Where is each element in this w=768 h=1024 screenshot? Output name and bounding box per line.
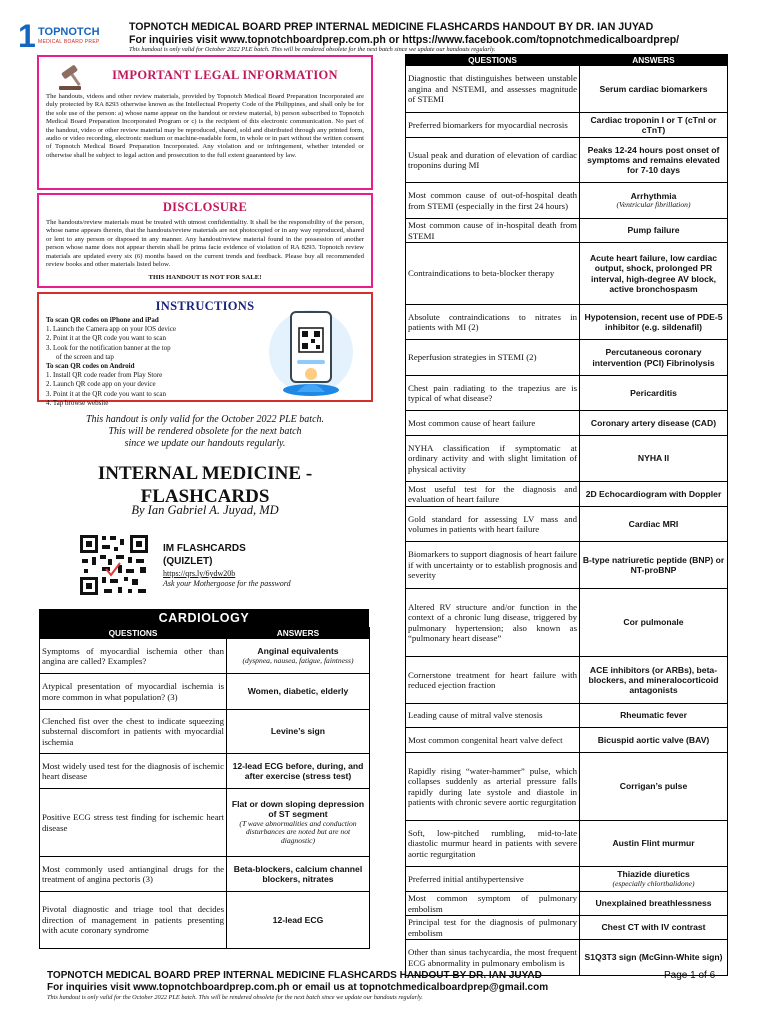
answer-text: Rheumatic fever [620,710,687,721]
qr-code-icon [78,533,150,597]
validity-line: since we update our handouts regularly. [124,438,286,449]
table-row [406,657,728,704]
answer-cell [580,183,728,219]
answer-cell [227,892,370,949]
answer-text: Arrhythmia [630,190,677,201]
ios-step: 2. Point it at the QR code you want to scan [46,334,166,343]
answer-cell [580,340,728,376]
answer-text: NYHA II [637,453,670,464]
question-cell: Most useful test for the diagnosis and evaluation of heart failure [406,482,580,507]
validity-line: This handout is only valid for the October 2022 PLE batch. [85,414,325,425]
android-step: 4. Tap browse website [46,398,109,407]
answer-cell [227,674,370,710]
answer-note: (especially chlorthalidone) [612,878,695,888]
header-inquiries: For inquiries visit www.topnotchboardprep.com.ph or https://www.facebook.com/topnotchmedicalboardprep/ [129,34,680,46]
question-cell: Chest pain radiating to the trapezius are is typical of what disease? [406,376,580,411]
answer-text: ACE inhibitors (or ARBs), beta-blockers, and mineralocorticoid antagonists [588,664,719,696]
instructions-list [46,316,256,408]
answer-text: Levine’s sign [270,726,326,737]
answer-text: S1Q3T3 sign (McGinn-White sign) [584,952,723,963]
disclosure-box [37,193,373,288]
answer-cell [580,411,728,436]
gavel-icon [55,64,89,92]
instructions-box [37,292,373,407]
question-cell: Most common congenital heart valve defect [406,728,580,753]
topnotch-logo [18,20,118,54]
table-row [406,728,728,753]
answer-note: (T wave abnormalities and conduction disturbances are noted but are not diagnostic) [239,818,357,846]
answer-cell [580,867,728,892]
logo-number: 1 [18,18,36,54]
answer-cell [580,138,728,183]
legal-information-box [37,55,373,190]
validity-notice [37,414,373,450]
quizlet-link[interactable]: https://qrs.ly/6ydw20b [163,569,236,578]
answer-cell [580,728,728,753]
question-cell: Rapidly rising “water-hammer” pulse, which collapses suddenly as arterial pressure falls rapidly during late systole and diastole in patients with chronic severe aortic regurgitation [406,753,580,821]
answer-text: Unexplained breathlessness [595,898,712,909]
table-header-row [40,628,370,639]
answer-cell [227,754,370,789]
flashcards-table-right [405,54,728,976]
table-row [40,710,370,754]
question-cell: Biomarkers to support diagnosis of heart failure if with uncertainty or to establish prognosis and severity [406,542,580,589]
question-cell: Symptoms of myocardial ischemia other than angina are called? Examples? [40,639,227,674]
question-cell: Reperfusion strategies in STEMI (2) [406,340,580,376]
question-cell: Positive ECG stress test finding for ischemic heart disease [40,789,227,857]
table-row [40,789,370,857]
header-validity: This handout is only valid for October 2022 PLE batch. This will be rendered obsolete for the next batch since we update our handouts regularly. [129,46,496,53]
question-cell: Pivotal diagnostic and triage tool that decides direction of management in patients presenting with acute coronary syndrome [40,892,227,949]
question-cell: Most common cause of in-hospital death from STEMI [406,219,580,243]
answer-text: Acute heart failure, low cardiac output, shock, prolonged PR interval, high-degree AV block, active bronchospasm [589,252,718,294]
answer-cell [580,113,728,138]
logo-subtext: MEDICAL BOARD PREP [38,39,100,45]
ios-step: of the screen and tap [56,352,114,361]
answer-cell [227,710,370,754]
table-row [406,892,728,916]
disclosure-body: The handouts/review materials must be treated with utmost confidentiality. It shall be the responsibility of the person, whose name appears therein, that the handouts/review materials are not photocopied or in any way reproduced, shared or lent to any person or disposed in any manner. Any handout/review material found in the possession of another person whose name does not appear therein shall be prima facie evidence of violation of RA 8293. Topnotch review materials are updated every six (6) months based on the current trends and feedback. Please buy all recommended review books and other materials listed below. [46,219,364,269]
answer-text: Thiazide diuretics [617,869,690,880]
table-row [40,857,370,892]
answer-text: Flat or down sloping depression of ST segment [231,799,365,820]
answer-text: Bicuspid aortic valve (BAV) [597,734,710,745]
answer-cell [580,243,728,305]
table-row [406,411,728,436]
ios-step: 1. Launch the Camera app on your IOS device [46,325,177,334]
question-cell: Most common cause of out-of-hospital death from STEMI (especially in the first 24 hours) [406,183,580,219]
android-step: 1. Install QR code reader from Play Store [46,371,163,380]
password-note: Ask your Mothergoose for the password [163,579,291,588]
answer-text: Chest CT with IV contrast [601,922,706,933]
question-cell: Usual peak and duration of elevation of cardiac troponins during MI [406,138,580,183]
question-cell: Atypical presentation of myocardial ischemia is more common in what population? (3) [40,674,227,710]
qr-subtitle: (QUIZLET) [163,556,213,567]
table-row [406,507,728,542]
question-cell: Altered RV structure and/or function in the context of a chronic lung disease, triggered by pulmonary hypertension; also known as “pulmonary heart disease” [406,589,580,657]
title-line: INTERNAL MEDICINE - [97,463,313,484]
answer-cell [580,916,728,940]
answers-column-header: ANSWERS [580,55,728,66]
table-row [406,219,728,243]
answer-text: Anginal equivalents [257,646,339,657]
table-row [406,704,728,728]
footer-inquiries: For inquiries visit www.topnotchboardprep.com.ph or email us at topnotchmedicalboardprep@gmail.com [47,982,549,993]
table-row [406,821,728,867]
not-for-sale-note: THIS HANDOUT IS NOT FOR SALE! [148,274,262,282]
question-cell: Contraindications to beta-blocker therapy [406,243,580,305]
answer-text: Corrigan’s pulse [619,781,688,792]
table-row [406,66,728,113]
answer-text: Cor pulmonale [623,617,684,628]
answer-text: Pump failure [627,225,680,236]
table-row [406,753,728,821]
question-cell: Preferred biomarkers for myocardial necrosis [406,113,580,138]
title-line: FLASHCARDS [140,486,270,507]
answer-cell [227,857,370,892]
table-row [406,243,728,305]
table-row [406,376,728,411]
question-cell: Most commonly used antianginal drugs for the treatment of angina pectoris (3) [40,857,227,892]
question-cell: Leading cause of mitral valve stenosis [406,704,580,728]
table-row [40,639,370,674]
table-row [406,138,728,183]
answer-cell [580,507,728,542]
answer-cell [580,219,728,243]
table-row [406,183,728,219]
question-cell: Cornerstone treatment for heart failure with reduced ejection fraction [406,657,580,704]
answer-note: (Ventricular fibrillation) [616,200,691,210]
answer-text: Women, diabetic, elderly [247,686,349,697]
answer-cell [580,376,728,411]
android-heading: To scan QR codes on Android [46,362,135,371]
table-row [40,892,370,949]
answer-cell [580,657,728,704]
answer-cell [580,892,728,916]
answer-note: (dyspnea, nausea, fatigue, faintness) [242,655,354,665]
question-cell: Most common cause of heart failure [406,411,580,436]
question-cell: Clenched fist over the chest to indicate squeezing substernal discomfort in patients with myocardial ischemia [40,710,227,754]
answer-text: B-type natriuretic peptide (BNP) or NT-proBNP [582,554,725,575]
table-row [40,754,370,789]
answer-text: Coronary artery disease (CAD) [590,417,717,428]
footer-validity: This handout is only valid for the October 2022 PLE batch. This will be rendered obsolete for the next batch since we update our handouts regularly. [47,994,423,1001]
answer-text: Beta-blockers, calcium channel blockers, nitrates [233,863,363,884]
table-row [406,436,728,482]
footer-title: TOPNOTCH MEDICAL BOARD PREP INTERNAL MEDICINE FLASHCARDS HANDOUT BY DR. IAN JUYAD [47,970,542,981]
table-row [406,340,728,376]
answer-cell [580,542,728,589]
header-title: TOPNOTCH MEDICAL BOARD PREP INTERNAL MEDICINE FLASHCARDS HANDOUT BY DR. IAN JUYAD [129,21,654,33]
qr-title: IM FLASHCARDS [163,543,246,554]
question-cell: Preferred initial antihypertensive [406,867,580,892]
android-step: 3. Point it at the QR code you want to scan [46,389,166,398]
answer-text: Cardiac troponin I or T (cTnI or cTnT) [590,114,717,135]
answer-cell [580,821,728,867]
table-row [40,674,370,710]
phone-qr-illustration-icon [261,306,361,398]
flashcards-table-left [39,627,370,949]
table-row [406,482,728,507]
table-row [406,589,728,657]
answer-text: 12-lead ECG before, during, and after exercise (stress test) [232,760,364,781]
question-cell: Gold standard for assessing LV mass and volumes in patients with heart failure [406,507,580,542]
answer-cell [227,639,370,674]
question-cell: Principal test for the diagnosis of pulmonary embolism [406,916,580,940]
instructions-title: INSTRUCTIONS [155,299,255,313]
question-cell: Other than sinus tachycardia, the most frequent ECG abnormality in pulmonary embolism is [406,940,580,976]
question-cell: NYHA classification if symptomatic at ordinary activity and with slight limitation of physical activity [406,436,580,482]
answer-text: Pericarditis [630,387,677,398]
answer-text: Austin Flint murmur [612,838,695,849]
logo-text: TOPNOTCH [38,26,100,38]
answer-cell [580,589,728,657]
questions-column-header: QUESTIONS [40,628,227,639]
table-row [406,542,728,589]
answer-text: Peaks 12-24 hours post onset of symptoms and remains elevated for 7-10 days [587,144,720,176]
answer-cell [580,482,728,507]
answer-cell [580,436,728,482]
legal-title: IMPORTANT LEGAL INFORMATION [112,68,338,82]
validity-line: This will be rendered obsolete for the next batch [108,426,302,437]
answers-column-header: ANSWERS [227,628,370,639]
answer-text: Percutaneous coronary intervention (PCI) Fibrinolysis [592,347,715,368]
legal-body: The handouts, videos and other review materials, provided by Topnotch Medical Board Preparation Incorporated are duly protected by RA 8293 otherwise known as the Intellectual Property Code of the Philippines, and shall only be for the sole use of the person: a) whose name appear on the handout or review material, b) person subscribed to Topnotch Medical Board Preparation Incorporated Program or c) is the recipient of this electronic communication. No part of the handout, video or other review material may be reproduced, shared, sold and distributed through any printed form, audio or video recording, electronic medium or machine-readable form, in whole or in part without the written consent of Topnotch Medical Board Preparation Incorporated. Any violation and or infringement, whether intended or otherwise shall be subject to legal action and prosecution to the full extent guaranteed by law. [46,93,364,159]
questions-column-header: QUESTIONS [406,55,580,66]
table-row [406,867,728,892]
answer-cell [580,66,728,113]
page-header [0,0,768,54]
answer-cell [580,753,728,821]
answer-text: Cardiac MRI [628,518,679,529]
question-cell: Diagnostic that distinguishes between unstable angina and NSTEMI, and assesses magnitude of STEMI [406,66,580,113]
document-author: By Ian Gabriel A. Juyad, MD [131,503,279,517]
answer-cell [580,704,728,728]
answer-cell [580,305,728,340]
answer-cell [227,789,370,857]
answer-text: Serum cardiac biomarkers [599,83,708,94]
table-header-row [406,55,728,66]
answer-text: 12-lead ECG [272,914,324,925]
question-cell: Most widely used test for the diagnosis of ischemic heart disease [40,754,227,789]
document-title [37,462,373,508]
answer-text: Hypotension, recent use of PDE-5 inhibitor (e.g. sildenafil) [584,311,723,332]
page-number: Page 1 of 6 [664,970,716,981]
ios-step: 3. Look for the notification banner at the top [46,343,171,352]
table-row [406,113,728,138]
android-step: 2. Launch QR code app on your device [46,380,156,389]
ios-heading: To scan QR codes on iPhone and iPad [46,316,159,324]
question-cell: Absolute contraindications to nitrates in patients with MI (2) [406,305,580,340]
question-cell: Most common symptom of pulmonary embolism [406,892,580,916]
answer-text: 2D Echocardiogram with Doppler [585,488,722,499]
table-row [406,916,728,940]
section-banner-cardiology: CARDIOLOGY [39,609,369,627]
question-cell: Soft, low-pitched rumbling, mid-to-late diastolic murmur heard in patients with severe aortic regurgitation [406,821,580,867]
disclosure-title: DISCLOSURE [162,200,248,214]
table-row [406,305,728,340]
